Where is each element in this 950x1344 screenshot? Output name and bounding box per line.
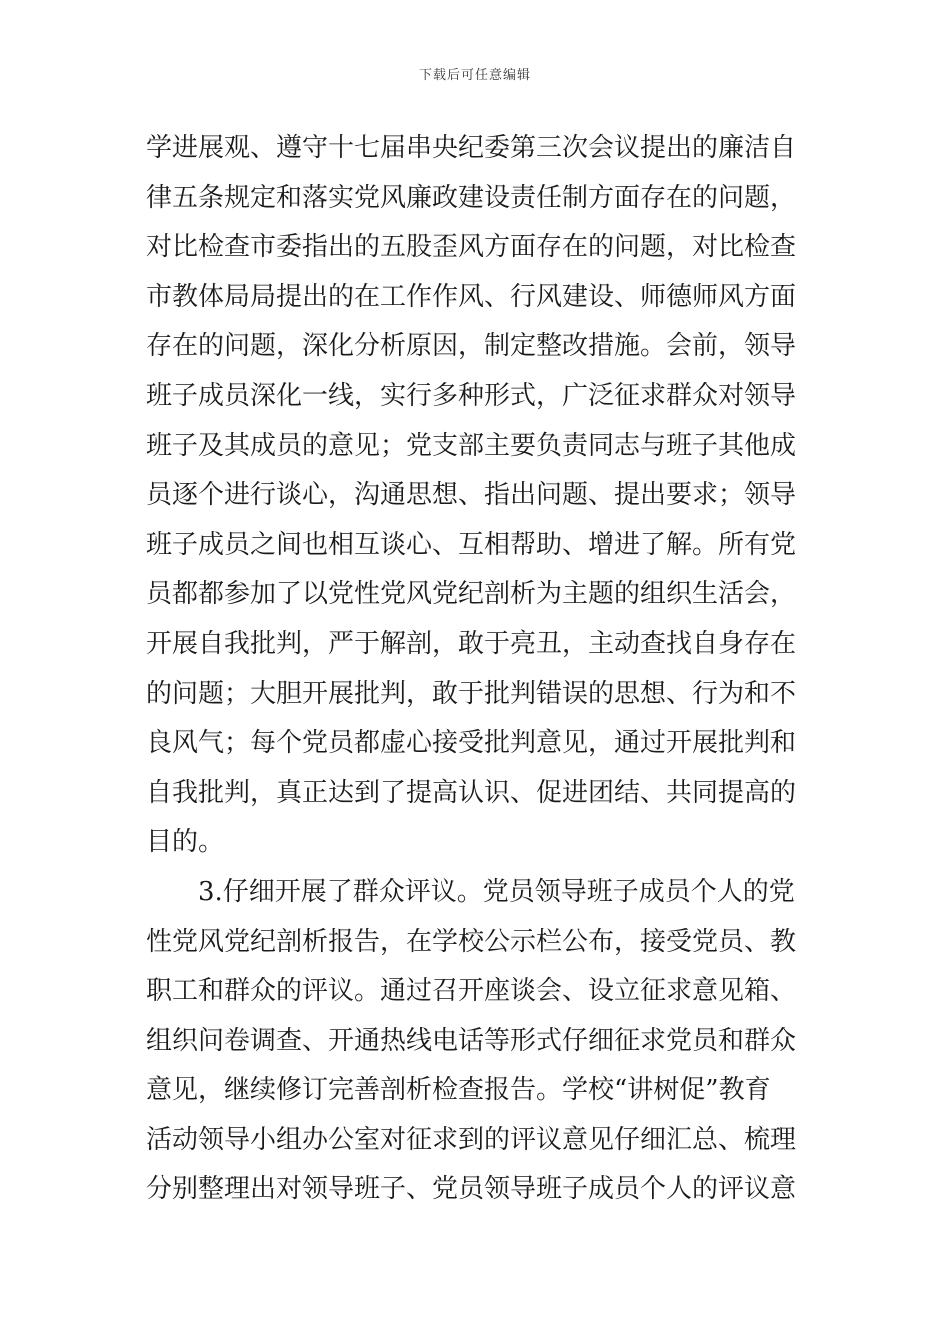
text-line: 存在的问题，深化分析原因，制定整改措施。会前，领导 <box>146 331 797 362</box>
text-line: 分别整理出对领导班子、党员领导班子成员个人的评议意 <box>146 1174 797 1205</box>
text-line: 性党风党纪剖析报告，在学校公示栏公布，接受党员、教 <box>146 926 797 957</box>
text-line: 班子成员之间也相互谈心、互相帮助、增进了解。所有党 <box>146 529 797 560</box>
text-line: 目的。 <box>146 827 225 858</box>
text-line: 开展自我批判，严于解剖，敢于亮丑，主动查找自身存在 <box>146 628 797 659</box>
text-line: 班子及其成员的意见；党支部主要负责同志与班子其他成 <box>146 430 797 461</box>
text-line: 学进展观、遵守十七届串央纪委第三次会议提出的廉洁自 <box>146 133 797 163</box>
text-line: 市教体局局提出的在工作作风、行风建设、师德师风方面 <box>146 281 797 312</box>
text-line: 班子成员深化一线，实行多种形式，广泛征求群众对领导 <box>146 380 797 411</box>
text-line: 良风气；每个党员都虚心接受批判意见，通过开展批判和 <box>146 728 797 759</box>
paragraph-start-line: 3.仔细开展了群众评议。党员领导班子成员个人的党 <box>198 876 795 907</box>
text-line: 活动领导小组办公室对征求到的评议意见仔细汇总、梳理 <box>146 1124 797 1155</box>
body-text <box>146 124 806 1215</box>
text-line: 职工和群众的评议。通过召开座谈会、设立征求意见箱、 <box>146 976 797 1007</box>
page-header: 下载后可任意编辑 <box>418 68 531 83</box>
text-line: 自我批判，真正达到了提高认识、促进团结、共同提高的 <box>146 777 797 808</box>
text-line: 律五条规定和落实党风廉政建设责任制方面存在的问题， <box>146 182 797 213</box>
text-line: 意见，继续修订完善剖析检查报告。学校“讲树促”教育 <box>146 1075 771 1106</box>
text-line: 员都都参加了以党性党风党纪剖析为主题的组织生活会， <box>146 579 797 610</box>
text-line: 对比检查市委指出的五股歪风方面存在的问题，对比检查 <box>146 232 797 263</box>
text-line: 的问题；大胆开展批判，敢于批判错误的思想、行为和不 <box>146 678 797 709</box>
text-line: 组织问卷调查、开通热线电话等形式仔细征求党员和群众 <box>146 1025 797 1056</box>
text-line: 员逐个进行谈心，沟通思想、指出问题、提出要求；领导 <box>146 480 797 511</box>
